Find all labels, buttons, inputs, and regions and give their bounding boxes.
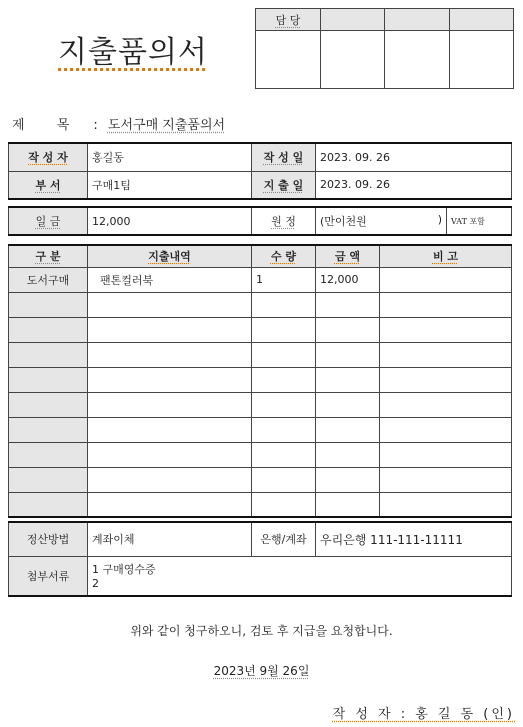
approval-sign-cell[interactable] — [385, 31, 449, 89]
items-cell[interactable] — [252, 392, 316, 417]
items-cell[interactable] — [252, 292, 316, 317]
amount-korean-close: ) — [437, 213, 442, 226]
items-cell[interactable] — [9, 317, 88, 342]
author-value[interactable]: 홍길동 — [88, 143, 252, 171]
subject-label: 제 목 — [12, 118, 84, 133]
items-cell[interactable]: 12,000 — [316, 267, 380, 292]
dept-value[interactable]: 구매1팀 — [88, 171, 252, 199]
approval-header: 담 당 — [256, 9, 321, 31]
table-row — [9, 417, 512, 442]
items-cell[interactable] — [380, 317, 512, 342]
items-cell[interactable] — [380, 492, 512, 517]
items-cell[interactable] — [380, 342, 512, 367]
items-cell[interactable] — [316, 467, 380, 492]
approval-sign-cell[interactable] — [321, 31, 385, 89]
method-value[interactable]: 계좌이체 — [88, 522, 252, 556]
bank-label: 은행/계좌 — [252, 522, 316, 556]
items-cell[interactable] — [316, 492, 380, 517]
items-cell[interactable] — [88, 442, 252, 467]
items-cell[interactable]: 도서구매 — [9, 267, 88, 292]
table-row — [9, 392, 512, 417]
items-cell[interactable] — [88, 467, 252, 492]
items-cell[interactable] — [88, 417, 252, 442]
bank-value[interactable]: 우리은행 111-111-11111 — [316, 522, 512, 556]
amount-value[interactable]: 12,000 — [88, 207, 252, 235]
items-cell[interactable] — [252, 442, 316, 467]
attach-item: 2 — [92, 577, 99, 591]
approval-sign-cell[interactable] — [256, 31, 321, 89]
items-cell[interactable] — [252, 492, 316, 517]
table-row — [9, 342, 512, 367]
items-header-cell: 지출내역 — [88, 245, 252, 267]
items-cell[interactable] — [9, 392, 88, 417]
approval-header-cell — [321, 9, 385, 31]
items-cell[interactable] — [9, 367, 88, 392]
table-row — [9, 267, 512, 292]
author-signature: 작 성 자 : 홍 길 동 (인) — [332, 707, 515, 722]
items-cell[interactable] — [88, 317, 252, 342]
items-cell[interactable] — [252, 342, 316, 367]
items-cell[interactable] — [88, 342, 252, 367]
spend-value[interactable]: 2023. 09. 26 — [316, 171, 512, 199]
attach-label: 첨부서류 — [9, 556, 88, 596]
items-header-cell: 구 분 — [9, 245, 88, 267]
created-label: 작 성 일 — [252, 143, 316, 171]
items-cell[interactable]: 1 — [252, 267, 316, 292]
info-table — [8, 142, 512, 200]
approval-box — [255, 8, 514, 89]
approval-sign-cell[interactable] — [449, 31, 513, 89]
items-cell[interactable] — [88, 292, 252, 317]
vat-note: VAT 포함 — [447, 207, 512, 235]
items-table — [8, 244, 512, 518]
items-cell[interactable] — [88, 392, 252, 417]
items-cell[interactable]: 팬톤컬러북 — [88, 267, 252, 292]
items-cell[interactable] — [88, 367, 252, 392]
table-row — [9, 317, 512, 342]
amount-korean-text: (만이천원 — [320, 215, 367, 228]
table-row — [9, 442, 512, 467]
table-row — [9, 292, 512, 317]
table-row — [9, 492, 512, 517]
approval-header-cell — [385, 9, 449, 31]
amount-label: 일 금 — [9, 207, 88, 235]
items-cell[interactable] — [380, 417, 512, 442]
items-cell[interactable] — [316, 367, 380, 392]
attach-list[interactable] — [88, 556, 512, 596]
amount-table — [8, 206, 512, 236]
table-row — [9, 367, 512, 392]
subject-line — [12, 114, 231, 133]
items-header-cell: 수 량 — [252, 245, 316, 267]
items-cell[interactable] — [316, 417, 380, 442]
document-title: 지출품의서 — [58, 35, 208, 70]
items-cell[interactable] — [252, 367, 316, 392]
items-cell[interactable] — [252, 467, 316, 492]
method-label: 정산방법 — [9, 522, 88, 556]
items-cell[interactable] — [380, 292, 512, 317]
items-cell[interactable] — [252, 317, 316, 342]
items-cell[interactable] — [9, 417, 88, 442]
author-label: 작 성 자 — [9, 143, 88, 171]
items-cell[interactable] — [88, 492, 252, 517]
approval-header-cell — [449, 9, 513, 31]
items-header-cell: 금 액 — [316, 245, 380, 267]
items-cell[interactable] — [9, 467, 88, 492]
items-cell[interactable] — [316, 442, 380, 467]
subject-value: 도서구매 지출품의서 — [107, 118, 226, 133]
items-cell[interactable] — [9, 292, 88, 317]
won-label: 원 정 — [252, 207, 316, 235]
items-cell[interactable] — [316, 292, 380, 317]
subject-colon: : — [93, 118, 98, 133]
items-cell[interactable] — [252, 417, 316, 442]
items-cell[interactable] — [9, 342, 88, 367]
spend-label: 지 출 일 — [252, 171, 316, 199]
attach-item: 1 구매영수증 — [92, 563, 156, 577]
created-value[interactable]: 2023. 09. 26 — [316, 143, 512, 171]
items-cell[interactable] — [380, 367, 512, 392]
amount-korean — [316, 207, 447, 235]
dept-label: 부 서 — [9, 171, 88, 199]
items-cell[interactable] — [316, 342, 380, 367]
payment-table — [8, 521, 512, 597]
items-cell[interactable] — [316, 392, 380, 417]
items-cell[interactable] — [9, 492, 88, 517]
table-row — [9, 467, 512, 492]
items-cell[interactable] — [9, 442, 88, 467]
items-cell[interactable] — [380, 267, 512, 292]
items-cell[interactable] — [380, 442, 512, 467]
items-cell[interactable] — [316, 317, 380, 342]
items-cell[interactable] — [380, 392, 512, 417]
items-header-cell: 비 고 — [380, 245, 512, 267]
items-cell[interactable] — [380, 467, 512, 492]
footer-date: 2023년 9월 26일 — [213, 664, 310, 678]
request-note: 위와 같이 청구하오니, 검토 후 지급을 요청합니다. — [130, 624, 393, 638]
